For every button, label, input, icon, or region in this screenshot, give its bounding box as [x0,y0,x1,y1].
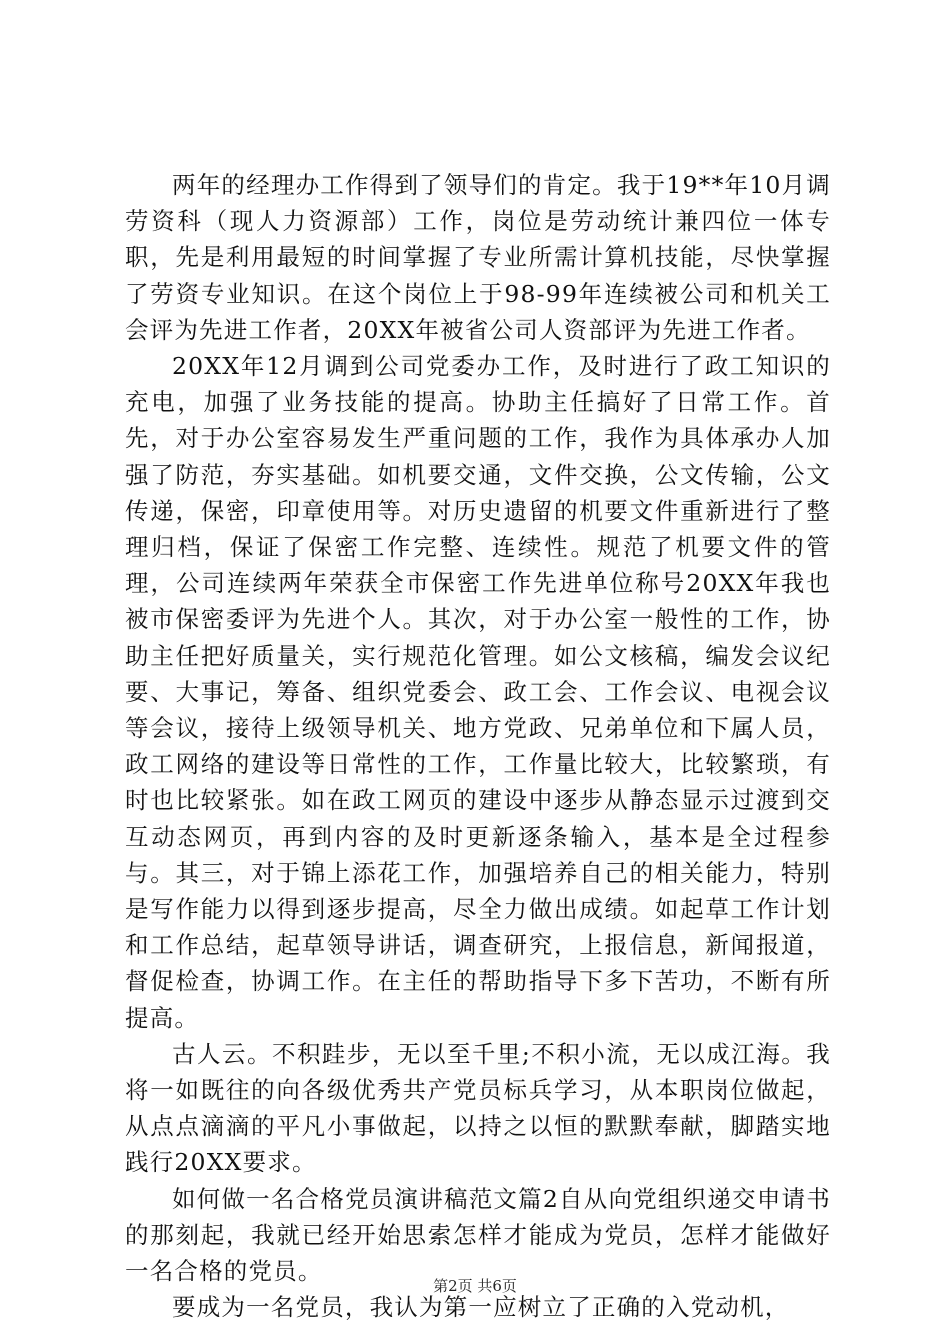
paragraph-2: 20XX年12月调到公司党委办工作，及时进行了政工知识的充电，加强了业务技能的提高。协助主任搞好了日常工作。首先，对于办公室容易发生严重问题的工作，我作为具体承办人加强了防范，夯实基础。如机要交通，文件交换，公文传输，公文传递，保密，印章使用等。对历史遗留的机要文件重新进行了整理归档，保证了保密工作完整、连续性。规范了机要文件的管理，公司连续两年荣获全市保密工作先进单位称号20XX年我也被市保密委评为先进个人。其次，对于办公室一般性的工作，协助主任把好质量关，实行规范化管理。如公文核稿，编发会议纪要、大事记，筹备、组织党委会、政工会、工作会议、电视会议等会议，接待上级领导机关、地方党政、兄弟单位和下属人员，政工网络的建设等日常性的工作，工作量比较大，比较繁琐，有时也比较紧张。如在政工网页的建设中逐步从静态显示过渡到交互动态网页，再到内容的及时更新逐条输入，基本是全过程参与。其三，对于锦上添花工作，加强培养自己的相关能力，特别是写作能力以得到逐步提高，尽全力做出成绩。如起草工作计划和工作总结，起草领导讲话，调查研究，上报信息，新闻报道，督促检查，协调工作。在主任的帮助指导下多下苦功，不断有所提高。 [125,352,831,1032]
paragraph-4: 如何做一名合格党员演讲稿范文篇2自从向党组织递交申请书的那刻起，我就已经开始思索怎样才能成为党员，怎样才能做好一名合格的党员。 [125,1184,831,1286]
paragraph-5: 要成为一名党员，我认为第一应树立了正确的入党动机， [172,1293,790,1322]
paragraph-1: 两年的经理办工作得到了领导们的肯定。我于19**年10月调劳资科（现人力资源部）工作，岗位是劳动统计兼四位一体专职，先是利用最短的时间掌握了专业所需计算机技能，尽快掌握了劳资专业知识。在这个岗位上于98-99年连续被公司和机关工会评为先进工作者，20XX年被省公司人资部评为先进工作者。 [125,171,831,344]
paragraph-3: 古人云。不积跬步，无以至千里;不积小流，无以成江海。我将一如既往的向各级优秀共产党员标兵学习，从本职岗位做起，从点点滴滴的平凡小事做起，以持之以恒的默默奉献，脚踏实地践行20XX要求。 [125,1039,831,1177]
page-number-footer: 第2页 共6页 [433,1277,517,1295]
document-body [125,167,831,1326]
